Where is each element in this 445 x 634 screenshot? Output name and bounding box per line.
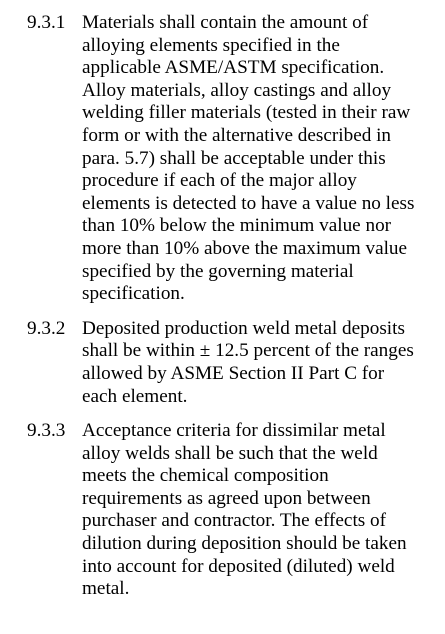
text-line: meets the chemical composition: [82, 465, 329, 487]
text-line: elements is detected to have a value no less: [82, 192, 415, 214]
text-line: form or with the alternative described in: [82, 124, 392, 146]
clause-9-3-1: [0, 12, 445, 306]
text-line: welding filler materials (tested in their raw: [82, 102, 411, 124]
clause-number: 9.3.3: [27, 420, 66, 442]
clause-number: 9.3.2: [27, 317, 66, 339]
text-line: para. 5.7) shall be acceptable under this: [82, 147, 386, 169]
document-body: [0, 12, 445, 613]
text-line: purchaser and contractor. The effects of: [82, 510, 387, 532]
text-line: allowed by ASME Section II Part C for: [82, 362, 385, 384]
text-line: procedure if each of the major alloy: [82, 170, 357, 192]
text-line: each element.: [82, 385, 188, 407]
clause-text: [82, 420, 445, 601]
text-line: Materials shall contain the amount of: [82, 12, 369, 33]
clause-number: 9.3.1: [27, 12, 66, 33]
clause-text: [82, 318, 445, 408]
text-line: alloy welds shall be such that the weld: [82, 442, 378, 464]
text-line: into account for deposited (diluted) weld: [82, 555, 395, 577]
text-line: applicable ASME/ASTM specification.: [82, 57, 385, 79]
text-line: than 10% below the minimum value nor: [82, 215, 392, 237]
clause-9-3-2: [0, 318, 445, 408]
text-line: specified by the governing material: [82, 260, 354, 282]
text-line: requirements as agreed upon between: [82, 487, 371, 509]
text-line: specification.: [82, 283, 185, 305]
text-line: alloying elements specified in the: [82, 34, 340, 56]
text-line: Acceptance criteria for dissimilar metal: [82, 420, 386, 442]
text-line: more than 10% above the maximum value: [82, 237, 408, 259]
clause-9-3-3: [0, 420, 445, 601]
text-line: metal.: [82, 578, 130, 600]
text-line: dilution during deposition should be taken: [82, 533, 407, 555]
text-line: shall be within ± 12.5 percent of the ranges: [82, 340, 414, 362]
text-line: Alloy materials, alloy castings and alloy: [82, 79, 392, 101]
text-line: Deposited production weld metal deposits: [82, 317, 405, 339]
clause-text: [82, 12, 445, 306]
